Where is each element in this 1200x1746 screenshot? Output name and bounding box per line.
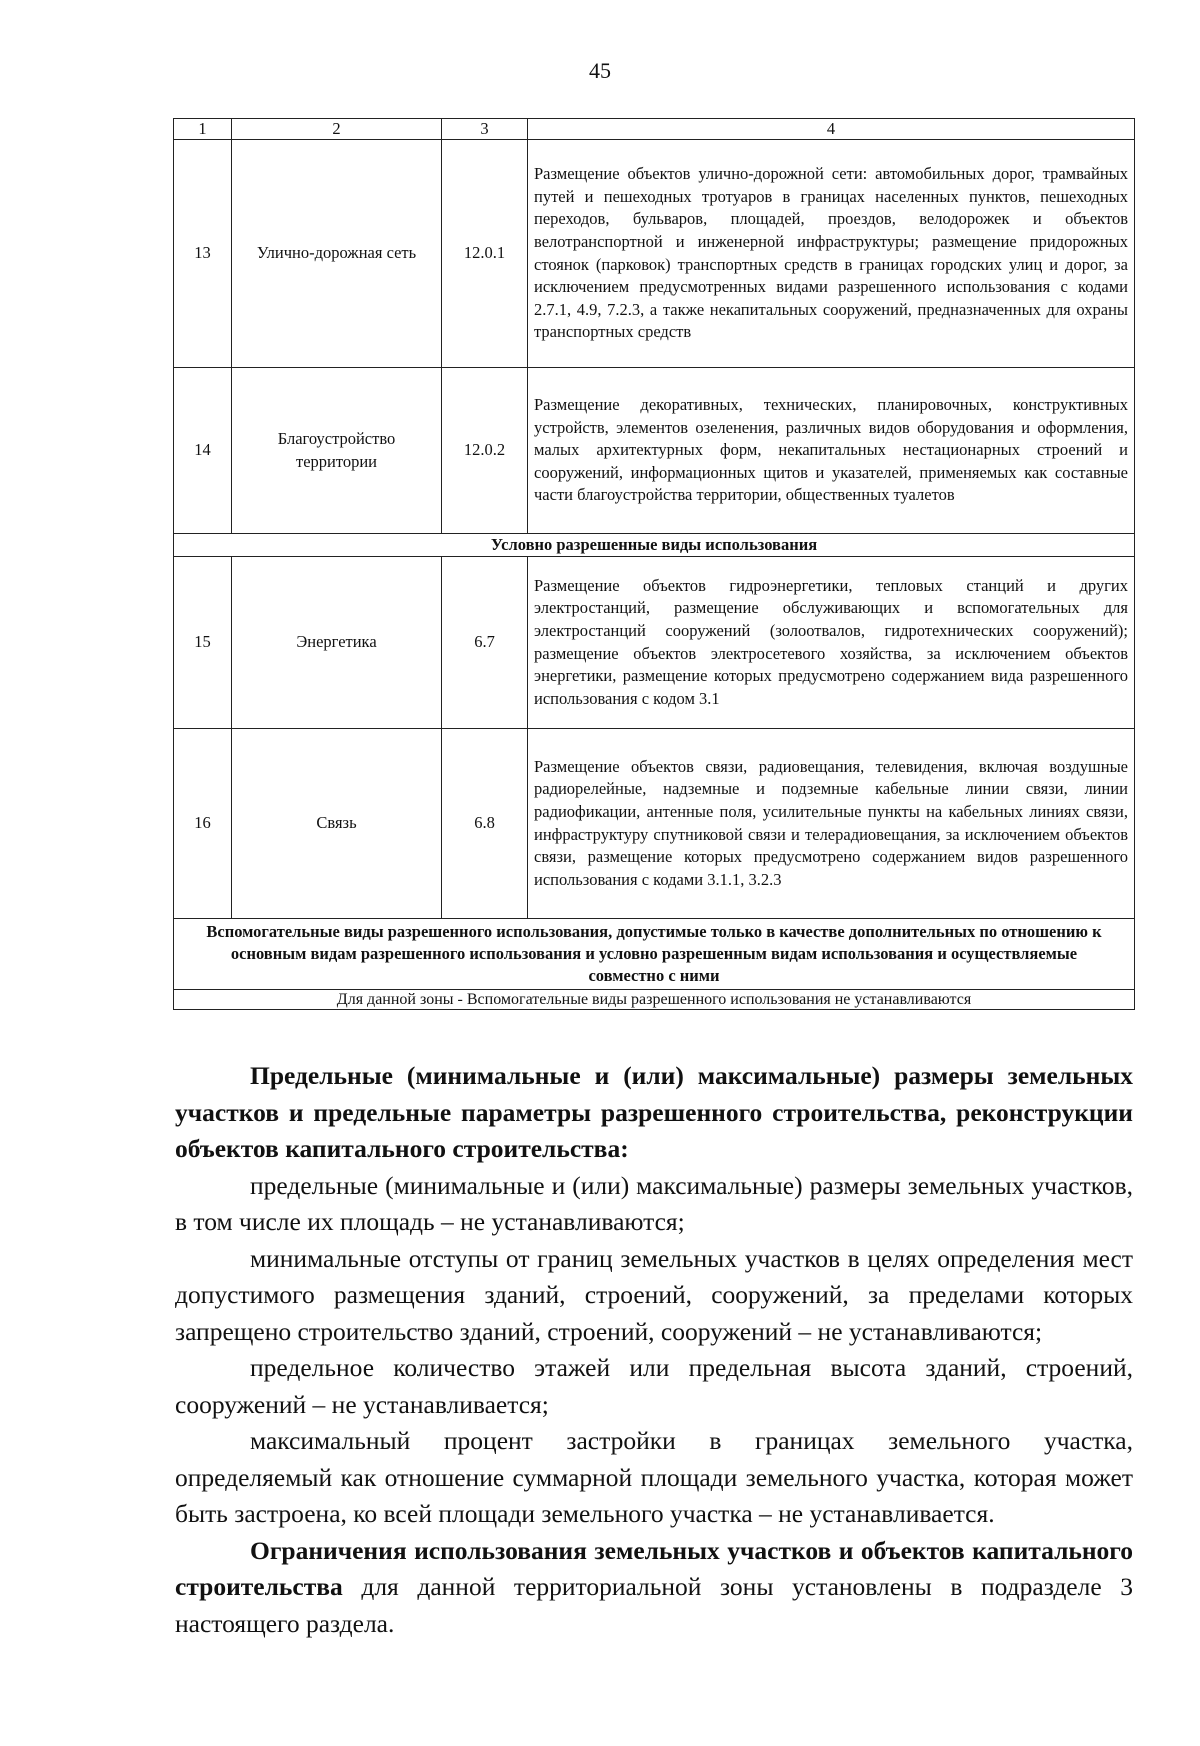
- limits-item: предельное количество этажей или предельная высота зданий, строений, сооружений – не устанавливается;: [175, 1353, 1133, 1419]
- table-row: [174, 557, 1135, 729]
- use-name: Связь: [232, 729, 442, 919]
- auxiliary-uses-heading: Вспомогательные виды разрешенного использования, допустимые только в качестве дополнительных по отношению к основным видам разрешенного использования и условно разрешенным видам использования и осуществляемые совместно с ними: [174, 919, 1135, 990]
- auxiliary-uses-heading-row: [174, 919, 1135, 990]
- header-cell-1: 1: [174, 119, 232, 140]
- limits-item: минимальные отступы от границ земельных участков в целях определения мест допустимого размещения зданий, строений, сооружений, за пределами которых запрещено строительство зданий, строений, сооружений – не устанавливаются;: [175, 1243, 1133, 1346]
- use-code: 12.0.2: [442, 368, 528, 534]
- use-code: 6.8: [442, 729, 528, 919]
- limits-heading: Предельные (минимальные и (или) максимальные) размеры земельных участков и предельные параметры разрешенного строительства, реконструкции объектов капитального строительства:: [175, 1061, 1133, 1163]
- table-row: [174, 140, 1135, 368]
- row-number: 16: [174, 729, 232, 919]
- table-header-row: [174, 119, 1135, 140]
- use-code: 12.0.1: [442, 140, 528, 368]
- auxiliary-note-row: [174, 990, 1135, 1010]
- table-row: [174, 368, 1135, 534]
- restrictions-paragraph: [175, 1533, 1133, 1643]
- limits-item: предельные (минимальные и (или) максимальные) размеры земельных участков, в том числе их площадь – не устанавливаются;: [175, 1170, 1133, 1236]
- use-code: 6.7: [442, 557, 528, 729]
- auxiliary-uses-note: Для данной зоны - Вспомогательные виды разрешенного использования не устанавливаются: [174, 990, 1135, 1010]
- header-cell-3: 3: [442, 119, 528, 140]
- use-description: Размещение объектов гидроэнергетики, тепловых станций и других электростанций, размещение обслуживающих и вспомогательных для электростанций сооружений (золоотвалов, гидротехнических сооружений); размещение объектов электросетевого хозяйства, за исключением объектов энергетики, размещение которых предусмотрено содержанием вида разрешенного использования с кодом 3.1: [528, 557, 1135, 729]
- use-description: Размещение декоративных, технических, планировочных, конструктивных устройств, элементов озеленения, различных видов оборудования и оформления, малых архитектурных форм, некапитальных нестационарных строений и сооружений, информационных щитов и указателей, применяемых как составные части благоустройства территории, общественных туалетов: [528, 368, 1135, 534]
- table-row: [174, 729, 1135, 919]
- use-description: Размещение объектов улично-дорожной сети: автомобильных дорог, трамвайных путей и пешеходных тротуаров в границах населенных пунктов, пешеходных переходов, бульваров, площадей, проездов, велодорожек и объектов велотранспортной и инженерной инфраструктуры; размещение придорожных стоянок (парковок) транспортных средств в границах городских улиц и дорог, за исключением предусмотренных видами разрешенного использования с кодами 2.7.1, 4.9, 7.2.3, а также некапитальных сооружений, предназначенных для охраны транспортных средств: [528, 140, 1135, 368]
- restrictions-bold-text: Ограничения использования земельных участков и объектов капитального строительства: [175, 1535, 1133, 1601]
- use-name: Энергетика: [232, 557, 442, 729]
- conditional-uses-heading: Условно разрешенные виды использования: [174, 534, 1135, 557]
- limits-section: [175, 1058, 1133, 1642]
- row-number: 15: [174, 557, 232, 729]
- use-name: Улично-дорожная сеть: [232, 140, 442, 368]
- row-number: 14: [174, 368, 232, 534]
- page-number: 45: [589, 58, 611, 83]
- restrictions-text: для данной территориальной зоны установлены в подразделе 3 настоящего раздела.: [175, 1572, 1133, 1638]
- use-description: Размещение объектов связи, радиовещания, телевидения, включая воздушные радиорелейные, надземные и подземные кабельные линии связи, линии радиофикации, антенные поля, усилительные пункты на кабельных линиях связи, инфраструктуру спутниковой связи и телерадиовещания, за исключением объектов связи, размещение которых предусмотрено содержанием видов разрешенного использования с кодами 3.1.1, 3.2.3: [528, 729, 1135, 919]
- limits-item: максимальный процент застройки в границах земельного участка, определяемый как отношение суммарной площади земельного участка, которая может быть застроена, ко всей площади земельного участка – не устанавливается.: [175, 1426, 1133, 1528]
- land-use-table: [173, 118, 1135, 1010]
- use-name: Благоустройство территории: [232, 368, 442, 534]
- header-cell-2: 2: [232, 119, 442, 140]
- row-number: 13: [174, 140, 232, 368]
- conditional-uses-heading-row: [174, 534, 1135, 557]
- header-cell-4: 4: [528, 119, 1135, 140]
